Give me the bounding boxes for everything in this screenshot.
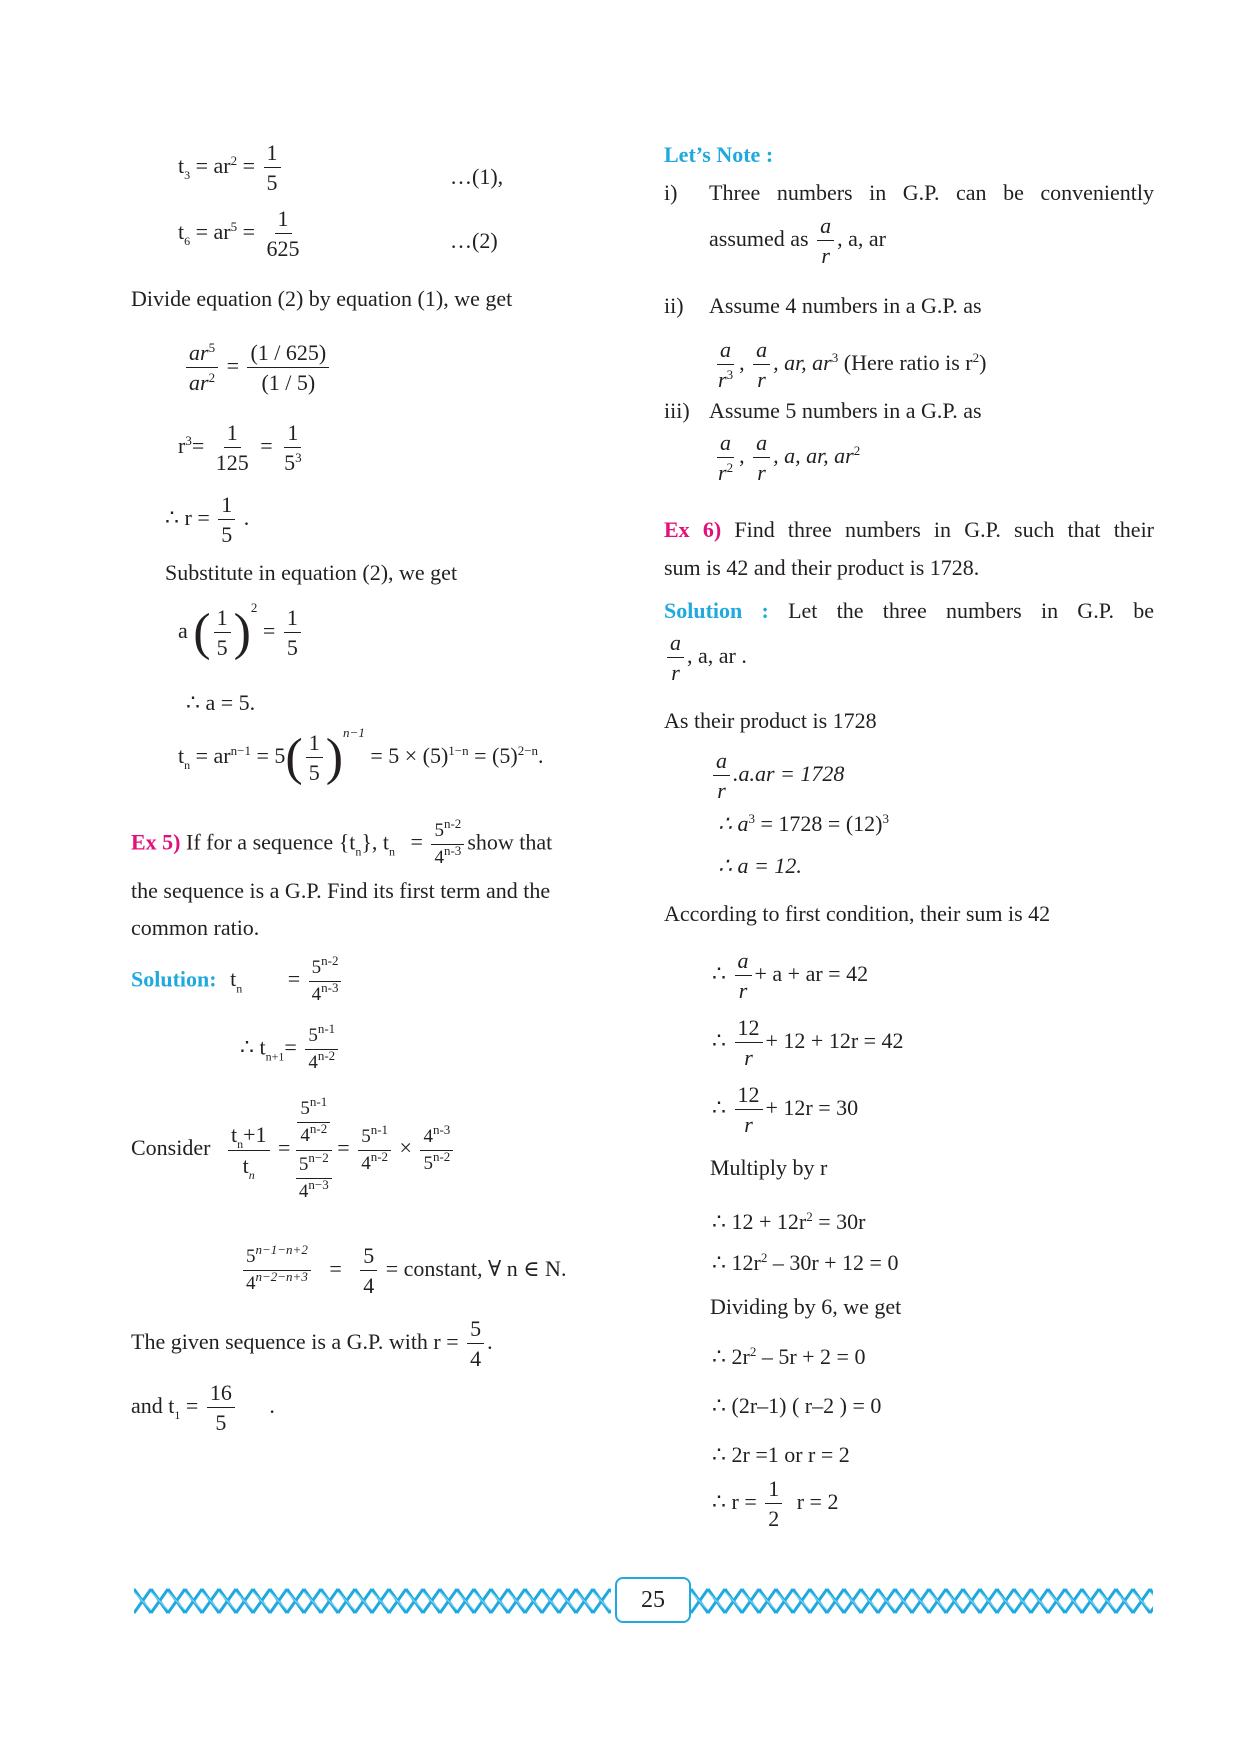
eq-a: a ( $\frac{1}{5}$ )$^2$ = $\frac{1}{5}$ — [178, 605, 304, 661]
eq-t1: and $t_1$ = $\frac{16}{5}$ . — [131, 1380, 275, 1436]
note-2-line1: Assume 4 numbers in a G.P. as — [709, 293, 982, 318]
eq-product: $\frac{a}{r}$ .a.ar = 1728 — [710, 748, 844, 804]
note-1-line2: assumed as $\frac{a}{r}$ , a, ar — [709, 213, 886, 269]
note-2-label: ii) — [664, 293, 684, 318]
given-gp-text: The given sequence is a G.P. with r = $\frac{5}{4}$ . — [131, 1316, 493, 1372]
solution5-line1: Solution: $t_n$ = $\frac{5^{n-2}}{4^{n-3}}$ — [131, 957, 344, 1006]
eq-d1: ∴ $2r^2 - 5r + 2 = 0$ — [712, 1344, 866, 1369]
eq-division: $\frac{ar^5}{ar^2}$ = $\frac{(1 / 625)}{(1 / 5)}$ — [183, 340, 332, 396]
eq-constant: $\frac{5^{n-1-n+2}}{4^{n-2-n+3}}$ = $\frac{5}{4}$ = constant, ∀ n ∈ N. — [240, 1243, 566, 1299]
eq-m2: ∴ $12r^2 - 30r + 12 = 0$ — [712, 1250, 899, 1275]
eq-a-result: ∴ a = 5. — [186, 690, 256, 715]
footer-decoration-left — [134, 1586, 611, 1616]
page-number: 25 — [615, 1577, 691, 1623]
eq-tag-1: …(1), — [450, 164, 504, 189]
note-3-label: iii) — [664, 398, 690, 423]
product-text: As their product is 1728 — [664, 708, 877, 733]
eq-t3: $t_3 = ar^2$ = $\frac{1}{5}$ — [178, 140, 284, 196]
note-3-line1: Assume 5 numbers in a G.P. as — [709, 398, 982, 423]
ex6-line2: sum is 42 and their product is 1728. — [664, 555, 980, 580]
condition-text: According to first condition, their sum is 42 — [664, 901, 1051, 926]
eq-r-cubed: $r^3=$ $\frac{1}{125}$ = $\frac{1}{5^3}$ — [178, 420, 302, 476]
ex6-line1: Ex 6) Find three numbers in G.P. such that their — [664, 517, 1155, 542]
note-1-line1: Three numbers in G.P. can be conveniently — [709, 180, 1154, 205]
solution6-line1: Solution : Let the three numbers in G.P. be — [664, 598, 1154, 623]
note-1-label: i) — [664, 180, 678, 205]
note-3-line2: $\frac{a}{r^2}$ , $\frac{a}{r}$ , a, ar, $ar^2$ — [718, 430, 861, 486]
eq-sum-3: ∴ $\frac{12}{r}$ + 12r = 30 — [712, 1082, 859, 1138]
divide-text: Divide equation (2) by equation (1), we get — [131, 286, 513, 311]
lets-note-title: Let’s Note : — [664, 142, 774, 167]
eq-tag-2: …(2) — [450, 228, 498, 253]
eq-a-12: ∴ a = 12. — [718, 853, 802, 878]
ex5-line3: common ratio. — [131, 915, 260, 940]
eq-r-result: ∴ r = $\frac{1}{5}$ . — [165, 492, 250, 548]
eq-tn: $t_n = ar^{n-1} = 5$( $\frac{1}{5}$ )$^{n-1} = 5 \times (5)^{1-n} = (5)^{2-n}$. — [178, 724, 544, 786]
eq-d4: ∴ r = $\frac{1}{2}$ r = 2 — [712, 1476, 839, 1532]
note-2-line2: $\frac{a}{r^3}$ , $\frac{a}{r}$ , ar, $ar^3$ (Here ratio is $r^2$) — [718, 337, 987, 393]
eq-d3: ∴ 2r =1 or r = 2 — [712, 1442, 850, 1467]
footer-decoration-right — [691, 1586, 1153, 1616]
dividing-text: Dividing by 6, we get — [710, 1294, 902, 1319]
consider-eq: Consider $\frac{t_n+1}{t_n}$ = $\frac{\frac{5^{n-1}}{4^{n-2}}}{\frac{5^{n-2}}{4^{n-3}}}$ = $\frac{5^{n-1}}{4^{n-2}}$ × $\frac{4^{n-3}}{5^{n-2}}$ — [131, 1098, 456, 1202]
solution6-line2: $\frac{a}{r}$ , a, ar . — [664, 630, 747, 686]
eq-m1: ∴ $12 + 12r^2 = 30r$ — [712, 1209, 866, 1234]
eq-t6: $t_6 = ar^5$ = $\frac{1}{625}$ — [178, 206, 300, 262]
eq-tn-plus-1: ∴ $t_{n+1}=$ $\frac{5^{n-1}}{4^{n-2}}$ — [240, 1025, 341, 1074]
ex5-line1: Ex 5) If for a sequence $\{t_n\}$, $t_n$ = $\frac{5^{n-2}}{4^{n-3}}$ show that — [131, 816, 553, 868]
multiply-text: Multiply by r — [710, 1155, 828, 1180]
substitute-text: Substitute in equation (2), we get — [165, 560, 458, 585]
ex5-line2: the sequence is a G.P. Find its first term and the — [131, 878, 551, 903]
eq-a-cubed: ∴ $a^3 = 1728 = (12)^3$ — [718, 811, 889, 836]
eq-d2: ∴ (2r–1) ( r–2 ) = 0 — [712, 1393, 882, 1418]
eq-sum-2: ∴ $\frac{12}{r}$ + 12 + 12r = 42 — [712, 1015, 904, 1071]
eq-sum-1: ∴ $\frac{a}{r}$ + a + ar = 42 — [712, 948, 869, 1004]
